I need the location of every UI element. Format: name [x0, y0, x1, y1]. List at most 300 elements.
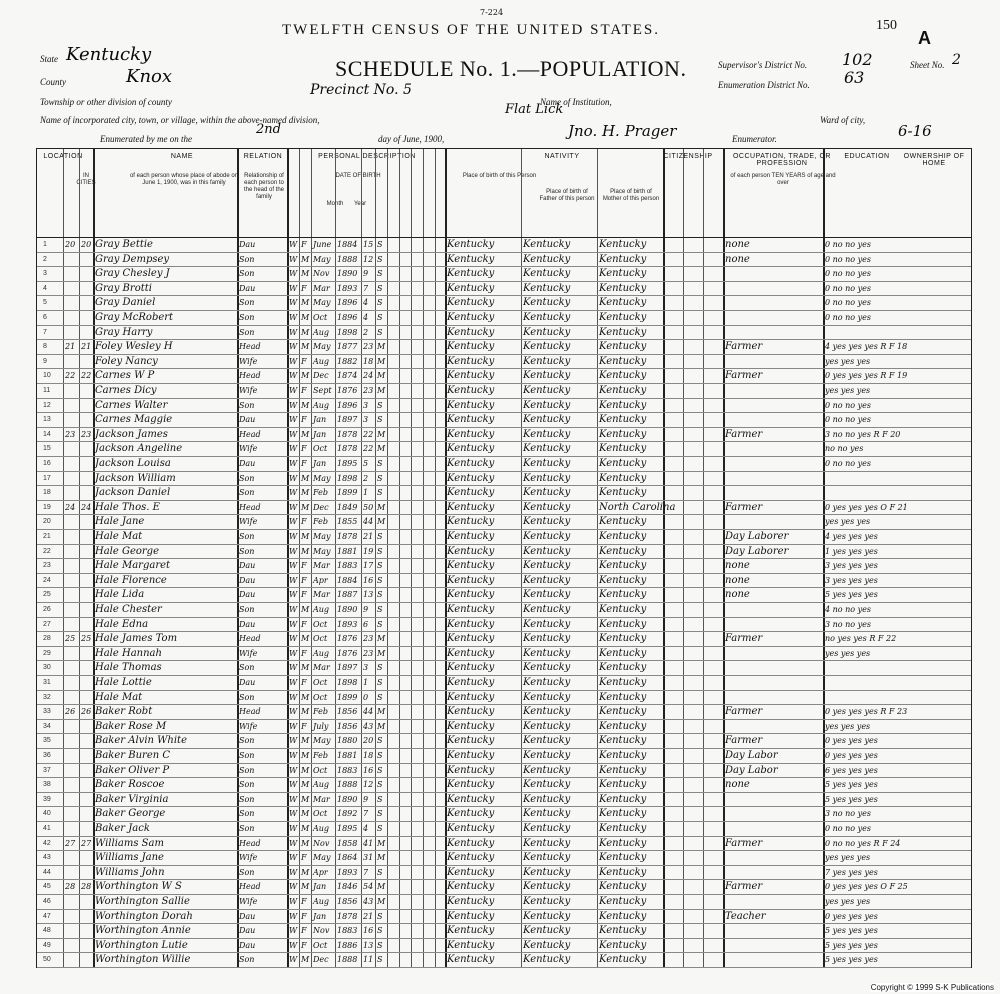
cell-fbp: Kentucky [523, 341, 571, 353]
cell-mbp: Kentucky [599, 823, 647, 834]
row-number: 30 [43, 664, 51, 672]
cell-sex: M [301, 955, 310, 965]
cell-mbp: Kentucky [599, 881, 647, 893]
cell-mbp: Kentucky [599, 399, 647, 411]
cell-mbp: Kentucky [599, 458, 647, 469]
cell-fbp: Kentucky [523, 706, 571, 718]
cell-age: 13 [363, 590, 374, 600]
cell-rel: Head [239, 371, 261, 381]
cell-bp: Kentucky [447, 355, 495, 367]
cell-bp: Kentucky [447, 720, 495, 732]
cell-name: Baker Roscoe [95, 779, 165, 791]
cell-name: Gray McRobert [95, 312, 174, 323]
cell-sex: M [301, 707, 310, 717]
cell-fbp: Kentucky [523, 297, 571, 309]
cell-month: Mar [313, 283, 330, 293]
cell-year: 1887 [337, 590, 358, 600]
row-number: 22 [43, 547, 51, 555]
row-number: 23 [43, 562, 51, 570]
cell-age: 7 [363, 283, 369, 293]
cell-race: W [289, 415, 298, 425]
cell-name: Gray Dempsey [95, 253, 170, 265]
cell-fam: 20 [81, 240, 92, 249]
row-number: 33 [43, 708, 51, 716]
cell-month: Feb [313, 517, 328, 527]
cell-mbp: Kentucky [599, 750, 647, 761]
cell-month: Sept [313, 386, 332, 395]
cell-month: Apr [313, 867, 328, 877]
cell-race: W [289, 269, 298, 279]
row-number: 41 [43, 825, 51, 832]
cell-fbp: Kentucky [523, 560, 571, 572]
group-personal: PERSONAL DESCRIPTION [318, 153, 416, 160]
cell-name: Jackson James [95, 428, 168, 440]
cell-race: W [289, 356, 298, 366]
cell-edu: 0 no no yes R F 24 [825, 838, 901, 848]
row-number: 29 [43, 649, 51, 657]
cell-bp: Kentucky [447, 604, 495, 615]
cell-bp: Kentucky [447, 268, 495, 280]
cell-fam: 25 [81, 634, 92, 644]
row-number: 36 [43, 752, 51, 759]
cell-year: 1898 [337, 678, 358, 687]
enumerated-day: 2nd [256, 122, 281, 137]
row-number: 11 [43, 387, 51, 394]
cell-race: W [289, 590, 298, 600]
cell-sex: F [301, 444, 307, 454]
cell-sex: M [301, 867, 310, 877]
cell-sex: F [301, 911, 307, 921]
group-occupation: OCCUPATION, TRADE, OR PROFESSION [732, 153, 831, 167]
cell-occ: Farmer [725, 706, 763, 718]
cell-fbp: Kentucky [523, 662, 571, 674]
cell-rel: Head [239, 707, 261, 717]
cell-name: Hale Mat [95, 531, 143, 542]
cell-name: Carnes W P [95, 370, 155, 382]
row-number: 19 [43, 503, 51, 511]
cell-cond: S [377, 546, 383, 556]
cell-bp: Kentucky [447, 370, 495, 382]
cell-month: May [313, 342, 331, 352]
cell-year: 1864 [337, 853, 358, 863]
cell-cond: S [377, 926, 383, 936]
row-number: 50 [43, 956, 51, 964]
row-number: 14 [43, 430, 51, 438]
township-label: Township or other division of county [40, 97, 172, 107]
cell-name: Worthington W S [95, 881, 182, 893]
group-ownership: OWNERSHIP OF HOME [903, 153, 965, 167]
cell-race: W [289, 678, 298, 687]
cell-rel: Wife [239, 897, 258, 906]
cell-fbp: Kentucky [523, 720, 571, 732]
cell-year: 1895 [337, 459, 358, 468]
cell-sex: M [301, 882, 310, 892]
cell-year: 1883 [337, 561, 358, 571]
row-number: 47 [43, 912, 51, 920]
cell-cond: S [377, 765, 383, 775]
township-value: Precinct No. 5 [310, 82, 412, 98]
cell-cond: S [377, 269, 383, 279]
cell-rel: Son [239, 663, 255, 673]
cell-fbp: Kentucky [523, 647, 571, 659]
cell-fbp: Kentucky [523, 764, 571, 776]
cell-age: 15 [363, 240, 374, 249]
cell-age: 18 [363, 751, 374, 760]
cell-year: 1849 [337, 502, 358, 512]
cell-rel: Dau [239, 459, 256, 468]
cell-year: 1896 [337, 400, 358, 410]
cell-dw: 28 [65, 882, 76, 892]
cell-age: 31 [363, 853, 374, 863]
cell-rel: Head [239, 502, 261, 512]
cell-rel: Head [239, 429, 261, 439]
cell-bp: Kentucky [447, 823, 495, 834]
cell-rel: Dau [239, 415, 256, 425]
cell-mbp: Kentucky [599, 954, 647, 966]
cell-name: Hale Margaret [95, 560, 171, 572]
cell-mbp: Kentucky [599, 939, 647, 951]
cell-rel: Son [239, 867, 255, 877]
cell-age: 22 [363, 429, 374, 439]
cell-age: 4 [363, 824, 369, 833]
cell-rel: Son [239, 736, 255, 746]
cell-year: 1890 [337, 605, 358, 614]
cell-cond: M [377, 371, 386, 381]
ward-label: Ward of city, [820, 115, 866, 125]
cell-mbp: Kentucky [599, 852, 647, 864]
cell-edu: 0 no no yes [825, 400, 872, 410]
cell-cond: S [377, 327, 383, 337]
cell-edu: yes yes yes [825, 648, 871, 658]
cell-mbp: Kentucky [599, 385, 647, 396]
cell-rel: Son [239, 473, 255, 483]
cell-race: W [289, 502, 298, 512]
cell-age: 3 [363, 663, 369, 673]
cell-race: W [289, 634, 298, 644]
cell-race: W [289, 940, 298, 950]
cell-cond: S [377, 794, 383, 804]
cell-age: 12 [363, 780, 374, 790]
cell-year: 1895 [337, 824, 358, 833]
cell-name: Hale Lottie [95, 677, 152, 688]
cell-sex: F [301, 590, 307, 600]
cell-name: Hale Edna [95, 618, 149, 630]
row-number: 43 [43, 854, 51, 862]
row-number: 21 [43, 533, 51, 540]
cell-year: 1884 [337, 240, 358, 249]
cell-sex: F [301, 283, 307, 293]
birthplace-father-desc: Place of birth of Father of this person [539, 189, 595, 202]
cell-edu: 6 yes yes yes [825, 765, 878, 775]
cell-edu: 0 no no yes [825, 298, 872, 308]
cell-sex: M [301, 371, 310, 381]
cell-name: Gray Daniel [95, 297, 156, 309]
supervisor-value: 102 [842, 50, 873, 69]
cell-year: 1896 [337, 313, 358, 322]
cell-fbp: Kentucky [523, 881, 571, 893]
cell-month: Dec [313, 502, 329, 512]
cell-sex: F [301, 561, 307, 571]
cell-year: 1893 [337, 867, 358, 877]
cell-rel: Head [239, 342, 261, 352]
cell-bp: Kentucky [447, 239, 495, 250]
row-number: 18 [43, 489, 51, 497]
row-number: 27 [43, 620, 51, 628]
cell-name: Worthington Annie [95, 925, 191, 937]
cell-bp: Kentucky [447, 735, 495, 747]
cell-sex: M [301, 794, 310, 804]
cell-edu: yes yes yes [825, 517, 871, 527]
cell-month: May [313, 853, 331, 863]
cell-sex: M [301, 298, 310, 308]
cell-dw: 24 [65, 502, 76, 512]
cell-month: Oct [313, 940, 328, 950]
cell-dw: 22 [65, 371, 76, 381]
cell-edu: no yes yes R F 22 [825, 634, 897, 644]
cell-year: 1899 [337, 692, 358, 702]
cell-sex: M [301, 692, 310, 702]
cell-age: 9 [363, 269, 369, 279]
cell-rel: Wife [239, 386, 258, 395]
cell-race: W [289, 561, 298, 571]
cell-mbp: Kentucky [599, 428, 647, 440]
cell-sex: F [301, 386, 307, 395]
row-number: 37 [43, 766, 51, 774]
cell-rel: Son [239, 327, 255, 337]
form-number: 7-224 [480, 8, 504, 17]
cell-occ: Farmer [725, 370, 763, 382]
row-number: 8 [43, 343, 47, 351]
cell-occ: Teacher [725, 910, 766, 922]
page-letter: A [918, 28, 931, 48]
cell-edu: 3 no no yes [825, 809, 872, 819]
cell-bp: Kentucky [447, 910, 495, 922]
cell-mbp: Kentucky [599, 370, 647, 382]
cell-race: W [289, 283, 298, 293]
margin-note: 6-16 [898, 122, 932, 140]
cell-year: 1856 [337, 707, 358, 717]
cell-year: 1886 [337, 940, 358, 950]
cell-race: W [289, 736, 298, 746]
cell-month: Feb [313, 707, 328, 717]
cell-sex: F [301, 240, 307, 249]
cell-age: 23 [363, 386, 374, 395]
cell-race: W [289, 429, 298, 439]
cell-cond: S [377, 736, 383, 746]
cell-bp: Kentucky [447, 939, 495, 951]
cell-age: 41 [363, 838, 374, 848]
cell-edu: 0 yes yes yes [825, 911, 878, 921]
cell-month: June [313, 240, 332, 249]
cell-month: Jan [313, 415, 327, 425]
cell-bp: Kentucky [447, 925, 495, 937]
cell-edu: 0 yes yes yes [825, 736, 878, 746]
cell-occ: none [725, 560, 750, 572]
cell-name: Williams Jane [95, 852, 164, 864]
cell-fbp: Kentucky [523, 574, 571, 586]
cell-occ: none [725, 239, 750, 250]
cell-bp: Kentucky [447, 896, 495, 907]
row-number: 7 [43, 328, 47, 336]
cell-sex: M [301, 429, 310, 439]
cell-fbp: Kentucky [523, 414, 571, 426]
cell-fbp: Kentucky [523, 487, 571, 499]
cell-edu: 0 yes yes yes R F 19 [825, 371, 908, 381]
cell-race: W [289, 911, 298, 921]
cell-cond: S [377, 298, 383, 308]
cell-age: 5 [363, 459, 369, 468]
cell-cond: M [377, 648, 386, 658]
cell-mbp: Kentucky [599, 443, 647, 455]
group-relation: RELATION [243, 153, 283, 160]
cell-name: Baker Virginia [95, 793, 169, 805]
cell-cond: S [377, 473, 383, 483]
cell-sex: F [301, 897, 307, 906]
cell-year: 1846 [337, 882, 358, 892]
cell-month: Oct [313, 634, 328, 644]
cell-bp: Kentucky [447, 472, 495, 484]
cell-fbp: Kentucky [523, 735, 571, 747]
cell-occ: Day Laborer [725, 545, 789, 557]
row-number: 12 [43, 401, 51, 409]
cell-fbp: Kentucky [523, 604, 571, 615]
cell-cond: S [377, 532, 383, 541]
cell-age: 17 [363, 561, 374, 571]
cell-rel: Wife [239, 356, 258, 366]
cell-cond: M [377, 502, 386, 512]
cell-year: 1878 [337, 444, 358, 454]
cell-race: W [289, 342, 298, 352]
cell-fbp: Kentucky [523, 589, 571, 601]
cell-fbp: Kentucky [523, 866, 571, 878]
cell-edu: 5 yes yes yes [825, 955, 878, 965]
cell-race: W [289, 780, 298, 790]
cell-name: Foley Nancy [95, 355, 158, 367]
row-number: 2 [43, 255, 47, 263]
cell-occ: Farmer [725, 341, 763, 353]
cell-month: Aug [313, 824, 330, 833]
cell-sex: F [301, 517, 307, 527]
cell-edu: 0 yes yes yes O F 25 [825, 882, 908, 892]
cell-name: Hale Mat [95, 691, 143, 703]
cell-name: Worthington Willie [95, 954, 191, 966]
cell-name: Gray Bettie [95, 239, 153, 250]
cell-mbp: Kentucky [599, 472, 647, 484]
cell-fbp: Kentucky [523, 545, 571, 557]
institution-label: Name of Institution, [540, 97, 612, 107]
supervisor-label: Supervisor's District No. [718, 60, 808, 70]
cell-sex: F [301, 648, 307, 658]
cell-occ: Farmer [725, 428, 763, 440]
cell-mbp: Kentucky [599, 531, 647, 542]
cell-mbp: Kentucky [599, 341, 647, 353]
cell-year: 1893 [337, 619, 358, 629]
cell-year: 1874 [337, 371, 358, 381]
cell-fbp: Kentucky [523, 531, 571, 542]
cell-rel: Wife [239, 444, 258, 454]
census-table [36, 148, 972, 968]
cell-bp: Kentucky [447, 647, 495, 659]
cell-name: Hale Lida [95, 589, 145, 601]
cell-rel: Dau [239, 926, 256, 936]
cell-cond: M [377, 342, 386, 352]
cell-race: W [289, 882, 298, 892]
cell-bp: Kentucky [447, 297, 495, 309]
row-number: 31 [43, 679, 51, 686]
cell-year: 1897 [337, 415, 358, 425]
group-citizenship: CITIZENSHIP [663, 153, 713, 160]
cell-rel: Son [239, 809, 255, 819]
cell-name: Hale George [95, 545, 160, 557]
cell-bp: Kentucky [447, 866, 495, 878]
cell-sex: M [301, 502, 310, 512]
cell-occ: Day Labor [725, 750, 778, 761]
cell-name: Jackson Daniel [95, 487, 171, 499]
cell-edu: 4 yes yes yes [825, 532, 878, 541]
cell-sex: M [301, 780, 310, 790]
cell-name: Worthington Lutie [95, 939, 188, 951]
cell-month: Aug [313, 897, 330, 906]
row-number: 39 [43, 795, 51, 803]
cell-name: Baker George [95, 808, 166, 820]
cell-month: Mar [313, 663, 330, 673]
cell-cond: S [377, 240, 383, 249]
group-nativity: NATIVITY [544, 153, 580, 160]
cell-cond: S [377, 692, 383, 702]
cell-year: 1881 [337, 751, 358, 760]
cell-sex: M [301, 751, 310, 760]
sheet-value: 2 [952, 52, 961, 68]
cell-occ: Farmer [725, 837, 763, 849]
cell-mbp: Kentucky [599, 647, 647, 659]
cell-mbp: Kentucky [599, 764, 647, 776]
cell-cond: S [377, 955, 383, 965]
cell-edu: 0 yes yes yes [825, 751, 878, 760]
cell-age: 23 [363, 342, 374, 352]
cell-mbp: Kentucky [599, 574, 647, 586]
cell-month: July [313, 721, 329, 731]
cell-dw: 26 [65, 707, 76, 717]
copyright-notice: Copyright © 1999 S-K Publications [870, 983, 994, 992]
cell-name: Baker Rose M [95, 720, 167, 732]
cell-cond: S [377, 605, 383, 614]
cell-age: 20 [363, 736, 374, 746]
cell-dw: 20 [65, 240, 76, 249]
schedule-title: SCHEDULE No. 1.—POPULATION. [335, 56, 687, 81]
cell-month: Oct [313, 765, 328, 775]
row-number: 49 [43, 941, 51, 949]
cell-rel: Son [239, 824, 255, 833]
county-value: Knox [126, 66, 173, 87]
cell-sex: F [301, 940, 307, 950]
cell-rel: Son [239, 269, 255, 279]
enumerated-label: Enumerated by me on the [100, 134, 192, 144]
cell-occ: Farmer [725, 735, 763, 747]
row-number: 4 [43, 284, 47, 292]
cell-month: Nov [313, 838, 330, 848]
cell-year: 1888 [337, 955, 358, 965]
cell-age: 50 [363, 502, 374, 512]
name-column-desc: of each person whose place of abode on June 1, 1900, was in this family [129, 173, 239, 186]
cell-bp: Kentucky [447, 545, 495, 557]
cell-name: Hale Hannah [95, 647, 162, 659]
cell-year: 1898 [337, 327, 358, 337]
row-number: 24 [43, 576, 51, 584]
enumeration-label: Enumeration District No. [718, 80, 810, 90]
cell-fam: 28 [81, 882, 92, 892]
cell-occ: none [725, 253, 750, 265]
cell-cond: S [377, 283, 383, 293]
